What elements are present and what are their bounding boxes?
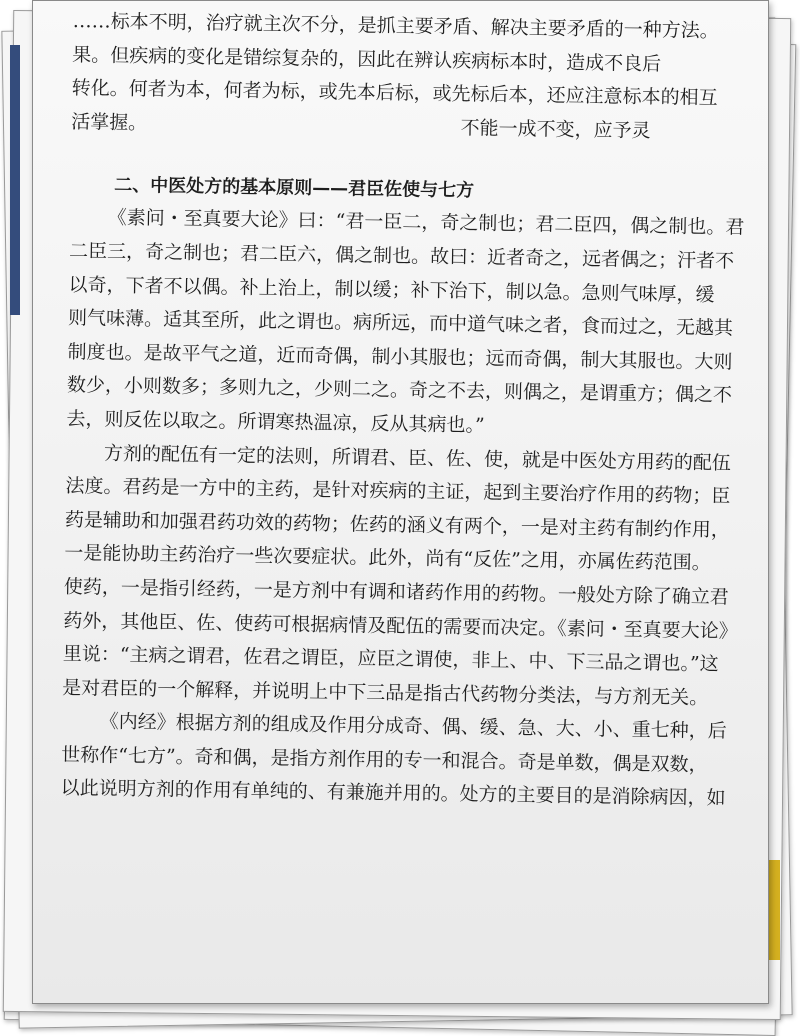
- text-line: 《素问・至真要大论》曰：“君一臣二，奇之制也；君二臣四，偶之制也。君: [107, 206, 745, 239]
- text-line: 以奇，下者不以偶。补上治上，制以缓；补下治下，制以急。急则气味厚，缓: [68, 273, 715, 306]
- text-line: 药外，其他臣、佐、使药可根据病情及配伍的需要而决定。《素问・至真要大论》: [63, 609, 738, 643]
- text-line: 果。但疾病的变化是错综复杂的，因此在辨认疾病标本时，造成不良后: [72, 43, 662, 75]
- book-cover-edge: [768, 860, 780, 960]
- body-paragraph: [62, 436, 766, 716]
- text-line: 制度也。是故平气之道，近而奇偶，制小其服也；远而奇偶，制大其服也。大则: [67, 340, 733, 374]
- text-line: 《内经》根据方剂的组成及作用分成奇、偶、缓、急、大、小、重七种，后: [99, 710, 727, 743]
- book-page: [32, 0, 769, 1004]
- text-line: 活掌握。 不能一成不变，应予灵: [70, 110, 651, 142]
- intro-paragraph: [71, 5, 769, 150]
- book-cover-edge: [10, 45, 20, 315]
- text-line: 使药，一是指引经药，一是方剂中有调和诸药作用的药物。一般处方除了确立君: [63, 575, 729, 609]
- text-line: 里说：“主病之谓君，佐君之谓臣，应臣之谓使，非上、中、下三品之谓也。”这: [62, 643, 719, 676]
- text-line: 以此说明方剂的作用有单纯的、有兼施并用的。处方的主要目的是消除病因，如: [60, 777, 726, 810]
- text-line: 药是辅助和加强君药功效的药物；佐药的涵义有两个，一是对主药有制约作用，: [64, 508, 731, 542]
- text-line: 方剂的配伍有一定的法则，所谓君、臣、佐、使，就是中医处方用药的配伍: [103, 442, 732, 474]
- text-line: 则气味薄。适其至所，此之谓也。病所远，而中道气味之者，食而过之，无越其: [67, 307, 734, 340]
- text-line: 法度。君药是一方中的主药，是针对疾病的主证，起到主要治疗作用的药物；臣: [65, 475, 731, 508]
- text-line: 是对君臣的一个解释，并说明上中下三品是指古代药物分类法，与方剂无关。: [62, 676, 709, 709]
- text-line: ……标本不明，治疗就主次不分，是抓主要矛盾、解决主要矛盾的一种方法。: [72, 9, 719, 43]
- text-line: 世称作“七方”。奇和偶，是指方剂作用的专一和混合。奇是单数，偶是双数，: [61, 743, 708, 776]
- text-line: 数少，小则数多；多则九之，少则二之。奇之不去，则偶之，是谓重方；偶之不: [66, 374, 733, 407]
- text-line: 去，则反佐以取之。所谓寒热温凉，反从其病也。”: [66, 407, 485, 437]
- page-text: [60, 5, 769, 817]
- text-line: 一是能协助主药治疗一些次要症状。此外，尚有“反佐”之用，亦属佐药范围。: [64, 542, 711, 575]
- text-line: 二臣三，奇之制也；君二臣六，偶之制也。故曰：近者奇之，远者偶之；汗者不: [68, 239, 735, 273]
- section-heading: 二、中医处方的基本原则——君臣佐使与七方: [114, 175, 475, 202]
- final-paragraph: [60, 705, 761, 817]
- quote-paragraph: [66, 201, 769, 447]
- text-line: 转化。何者为本，何者为标，或先本后标，或先标后本，还应注意标本的相互: [71, 77, 718, 110]
